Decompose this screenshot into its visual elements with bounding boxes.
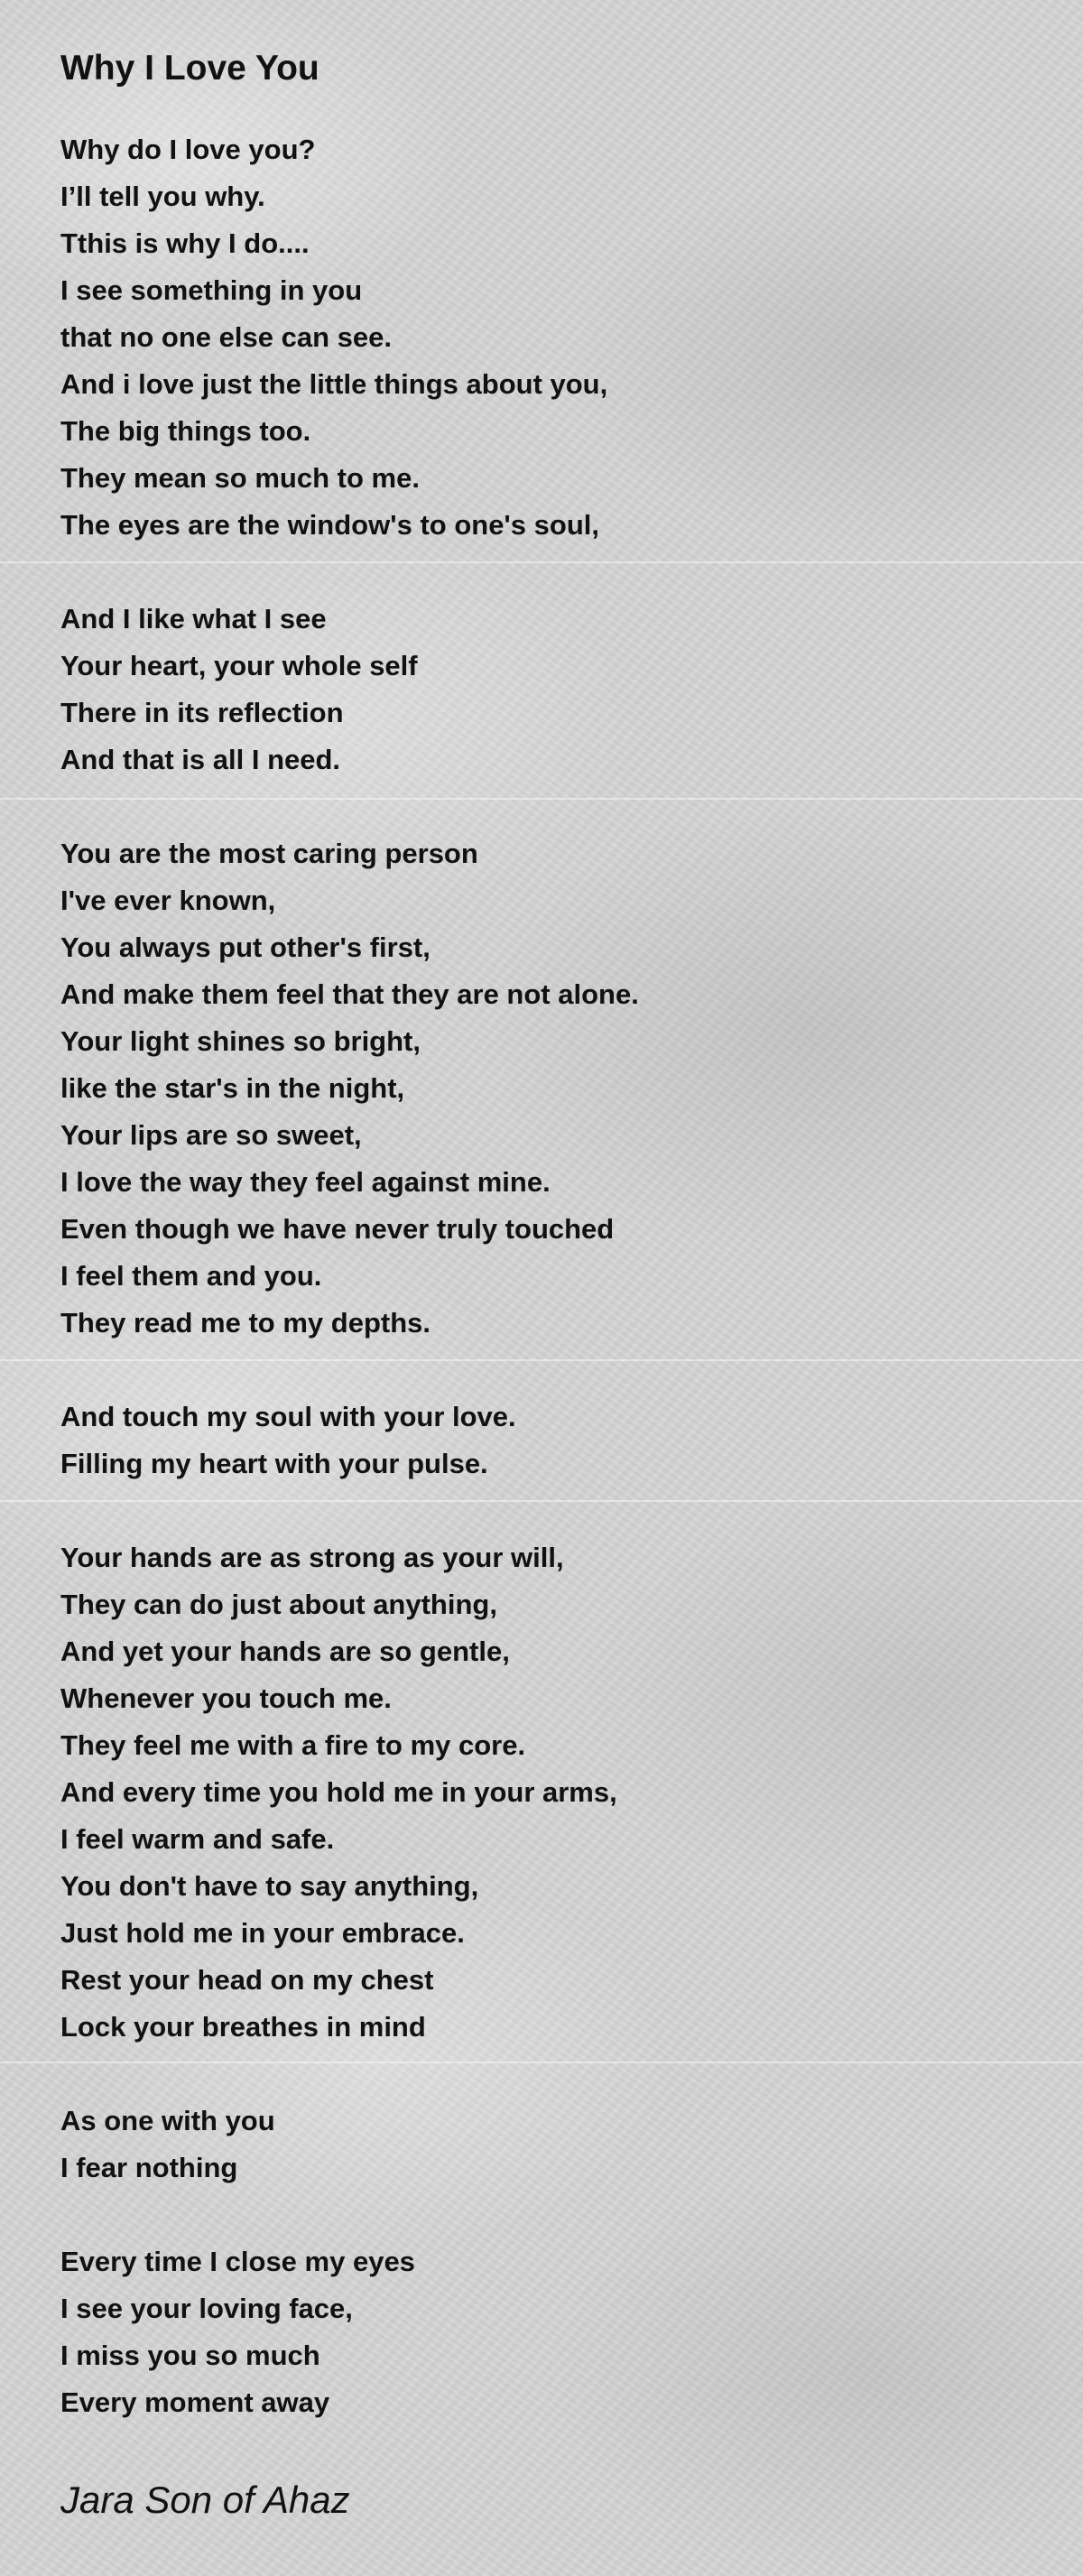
poem-line: like the star's in the night, xyxy=(60,1072,405,1104)
poem-line: There in its reflection xyxy=(60,697,344,728)
poem-line: Your hands are as strong as your will, xyxy=(60,1542,564,1573)
poem-line: And yet your hands are so gentle, xyxy=(60,1635,510,1667)
poem-line: They feel me with a fire to my core. xyxy=(60,1729,526,1761)
poem-line: And make them feel that they are not alone. xyxy=(60,978,639,1010)
poem-line: Filling my heart with your pulse. xyxy=(60,1448,488,1479)
poem-line: And that is all I need. xyxy=(60,744,341,775)
stanza-2 xyxy=(60,596,1023,783)
poem-line: Rest your head on my chest xyxy=(60,1964,434,1996)
poem-line: I’ll tell you why. xyxy=(60,181,265,212)
poem-line: They read me to my depths. xyxy=(60,1307,430,1339)
poem-line: Every moment away xyxy=(60,2386,330,2418)
poem-line: The big things too. xyxy=(60,415,311,447)
poem-line: And every time you hold me in your arms, xyxy=(60,1776,617,1808)
poem-line: Your light shines so bright, xyxy=(60,1025,421,1057)
poem-line: You don't have to say anything, xyxy=(60,1870,479,1902)
poem-line: I love the way they feel against mine. xyxy=(60,1166,551,1198)
poem-line: Tthis is why I do.... xyxy=(60,227,310,259)
stanza-5 xyxy=(60,1534,1023,2051)
poem-line: And touch my soul with your love. xyxy=(60,1401,516,1432)
poem-line: I've ever known, xyxy=(60,885,276,916)
stanza-6 xyxy=(60,2098,1023,2191)
poem-line: that no one else can see. xyxy=(60,321,392,353)
poem-line: Your lips are so sweet, xyxy=(60,1119,362,1151)
stanza-4 xyxy=(60,1394,1023,1487)
poem-line: I see your loving face, xyxy=(60,2293,353,2324)
stanza-7 xyxy=(60,2238,1023,2426)
poem-line: Lock your breathes in mind xyxy=(60,2011,426,2043)
poem-line: You always put other's first, xyxy=(60,931,430,963)
poem-body xyxy=(60,126,1023,2426)
poem-line: And i love just the little things about you, xyxy=(60,368,608,400)
poem-line: Just hold me in your embrace. xyxy=(60,1917,465,1949)
poem-line: Whenever you touch me. xyxy=(60,1682,392,1714)
poem-line: Even though we have never truly touched xyxy=(60,1213,615,1245)
poem-line: As one with you xyxy=(60,2105,275,2136)
poem-line: You are the most caring person xyxy=(60,838,478,869)
poem-line: The eyes are the window's to one's soul, xyxy=(60,509,599,541)
poem-line: They mean so much to me. xyxy=(60,462,420,494)
poem-line: I feel them and you. xyxy=(60,1260,322,1292)
poem-title: Why I Love You xyxy=(60,49,319,88)
poem-line: And I like what I see xyxy=(60,603,327,635)
poem-line: They can do just about anything, xyxy=(60,1589,497,1620)
poem-line: I feel warm and safe. xyxy=(60,1823,335,1855)
stanza-1 xyxy=(60,126,1023,549)
poem-line: Every time I close my eyes xyxy=(60,2246,415,2277)
stanza-3 xyxy=(60,830,1023,1347)
poem-author: Jara Son of Ahaz xyxy=(60,2479,350,2521)
poem-line: I fear nothing xyxy=(60,2152,238,2183)
poem-line: Your heart, your whole self xyxy=(60,650,418,681)
poem-line: I miss you so much xyxy=(60,2340,320,2371)
poem-line: I see something in you xyxy=(60,274,363,306)
poem-line: Why do I love you? xyxy=(60,134,316,165)
